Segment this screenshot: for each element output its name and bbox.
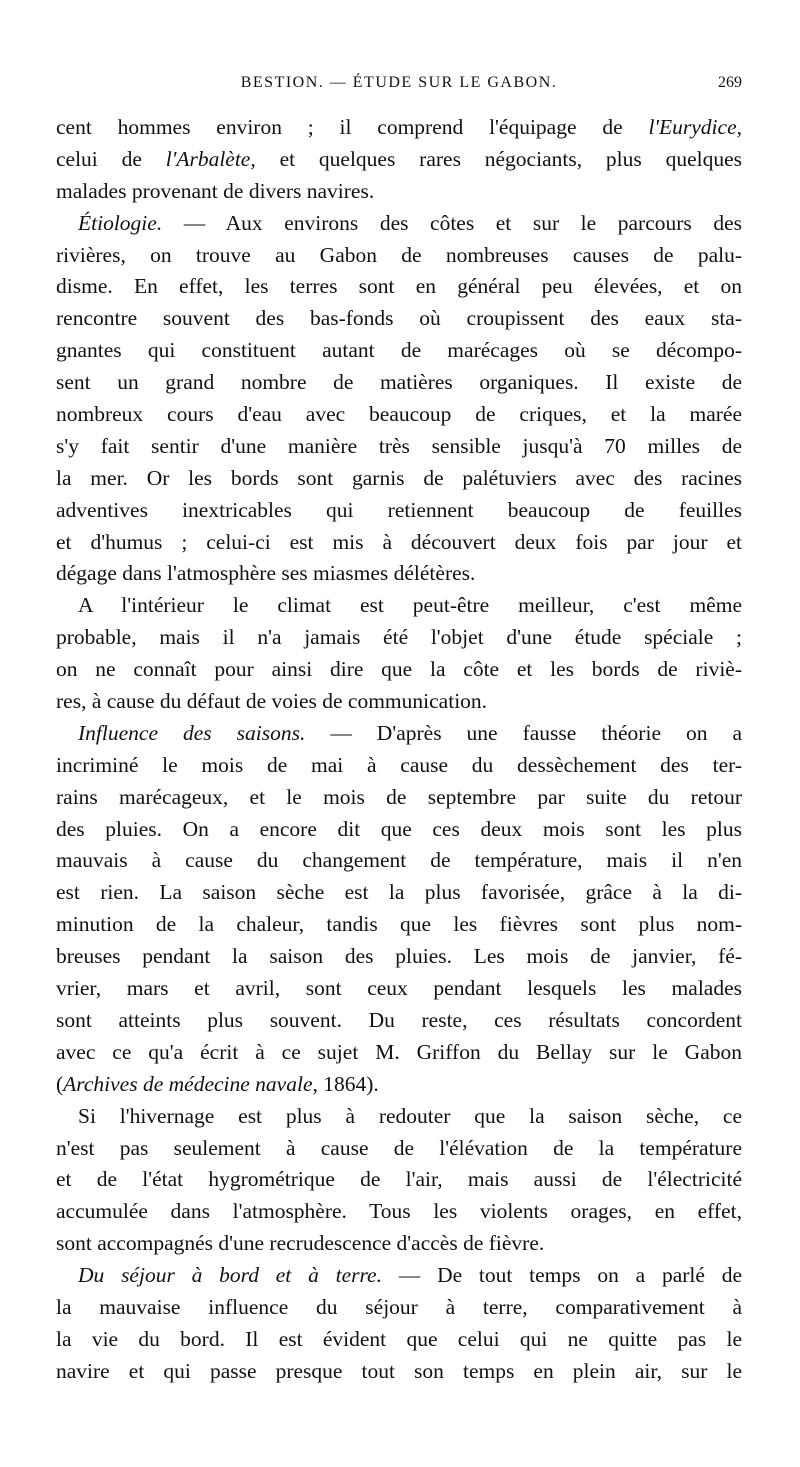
text-segment: et de l'état hygrométrique de l'air, mais aussi de l'électricité [56, 1167, 742, 1192]
text-line [56, 718, 742, 750]
text-segment: navire et qui passe presque tout son temps en plein air, sur le [56, 1358, 742, 1383]
italic-text: Étiologie. [78, 210, 163, 235]
text-segment: avec ce qu'a écrit à ce sujet M. Griffon du Bellay sur le Gabon [56, 1039, 742, 1064]
text-line [56, 1005, 742, 1037]
text-line [56, 208, 742, 240]
text-line [56, 112, 742, 144]
text-line [56, 909, 742, 941]
text-line [56, 367, 742, 399]
text-line [56, 750, 742, 782]
text-segment: rivières, on trouve au Gabon de nombreuses causes de palu- [56, 242, 742, 267]
text-segment: la vie du bord. Il est évident que celui qui ne quitte pas le [56, 1326, 742, 1351]
running-head [56, 74, 742, 98]
text-line [56, 1164, 742, 1196]
italic-text: Archives de médecine navale, [63, 1071, 318, 1096]
text-segment: rains marécageux, et le mois de septembre par suite du retour [56, 784, 742, 809]
text-segment: est rien. La saison sèche est la plus favorisée, grâce à la di- [56, 880, 742, 905]
text-line [56, 1324, 742, 1356]
text-segment: et quelques rares négociants, plus quelques [255, 146, 742, 171]
text-line [56, 1292, 742, 1324]
text-line [56, 845, 742, 877]
italic-text: Du séjour à bord et à terre. [78, 1263, 382, 1288]
text-line [56, 527, 742, 559]
body-text [56, 112, 742, 1388]
text-line [56, 463, 742, 495]
text-line [56, 814, 742, 846]
text-line [56, 973, 742, 1005]
text-line [56, 335, 742, 367]
text-segment: minution de la chaleur, tandis que les fièvres sont plus nom- [56, 912, 742, 937]
text-segment: — Aux environs des côtes et sur le parcours des [162, 210, 742, 235]
text-line [56, 622, 742, 654]
text-segment: mauvais à cause du changement de température, mais il n'en [56, 848, 742, 873]
text-line [56, 686, 742, 718]
italic-text: l'Eurydice, [648, 115, 742, 139]
italic-text: Influence des saisons. [78, 720, 306, 745]
text-line [56, 176, 742, 208]
text-line [56, 941, 742, 973]
text-line [56, 1037, 742, 1069]
text-segment: disme. En effet, les terres sont en général peu élevées, et on [56, 274, 742, 299]
text-line [56, 1101, 742, 1133]
running-title: BESTION. — ÉTUDE SUR LE GABON. [240, 74, 558, 91]
text-segment: incriminé le mois de mai à cause du dessèchement des ter- [56, 752, 742, 777]
text-segment: 1864). [317, 1071, 379, 1096]
text-line [56, 1196, 742, 1228]
text-segment: dégage dans l'atmosphère ses miasmes délétères. [56, 561, 476, 586]
page-number: 269 [718, 74, 742, 91]
text-segment: — De tout temps on a parlé de [381, 1263, 742, 1288]
text-line [56, 782, 742, 814]
text-segment: vrier, mars et avril, sont ceux pendant lesquels les malades [56, 976, 742, 1001]
text-segment: et d'humus ; celui-ci est mis à découvert deux fois par jour et [56, 529, 742, 554]
text-segment: adventives inextricables qui retiennent beaucoup de feuilles [56, 497, 742, 522]
text-segment: A l'intérieur le climat est peut-être meilleur, c'est même [78, 593, 742, 618]
text-segment: accumulée dans l'atmosphère. Tous les violents orages, en effet, [56, 1199, 742, 1224]
text-segment: n'est pas seulement à cause de l'élévation de la température [56, 1135, 742, 1160]
text-line [56, 558, 742, 590]
text-line [56, 240, 742, 272]
text-segment: sent un grand nombre de matières organiques. Il existe de [56, 370, 742, 395]
text-segment: la mauvaise influence du séjour à terre, comparativement à [56, 1294, 742, 1319]
text-segment: cent hommes environ ; il comprend l'équipage de [56, 115, 649, 139]
text-line [56, 1228, 742, 1260]
italic-text: l'Arbalète, [165, 146, 256, 171]
text-segment: nombreux cours d'eau avec beaucoup de criques, et la marée [56, 402, 742, 427]
text-line [56, 144, 742, 176]
text-line [56, 877, 742, 909]
text-segment: celui de [56, 146, 166, 171]
text-line [56, 303, 742, 335]
text-segment: des pluies. On a encore dit que ces deux mois sont les plus [56, 816, 742, 841]
text-line [56, 495, 742, 527]
text-segment: la mer. Or les bords sont garnis de palétuviers avec des racines [56, 465, 742, 490]
text-segment: sont atteints plus souvent. Du reste, ces résultats concordent [56, 1007, 742, 1032]
text-segment: res, à cause du défaut de voies de communication. [56, 689, 488, 714]
text-line [56, 271, 742, 303]
text-line [56, 399, 742, 431]
text-segment: breuses pendant la saison des pluies. Les mois de janvier, fé- [56, 944, 742, 969]
text-segment: on ne connaît pour ainsi dire que la côte et les bords de riviè- [56, 657, 742, 682]
text-segment: gnantes qui constituent autant de marécages où se décompo- [56, 338, 742, 363]
text-segment: Si l'hivernage est plus à redouter que la saison sèche, ce [78, 1103, 742, 1128]
text-segment: malades provenant de divers navires. [56, 178, 375, 203]
text-line [56, 1260, 742, 1292]
text-line [56, 431, 742, 463]
text-line [56, 1356, 742, 1388]
text-segment: rencontre souvent des bas-fonds où croupissent des eaux sta- [56, 306, 742, 331]
text-segment: sont accompagnés d'une recrudescence d'accès de fièvre. [56, 1231, 545, 1256]
text-line [56, 1133, 742, 1165]
text-segment: ( [56, 1071, 64, 1096]
text-segment: — D'après une fausse théorie on a [305, 720, 742, 745]
text-line [56, 654, 742, 686]
text-line [56, 1069, 742, 1101]
text-segment: probable, mais il n'a jamais été l'objet d'une étude spéciale ; [56, 625, 742, 650]
text-segment: s'y fait sentir d'une manière très sensible jusqu'à 70 milles de [56, 433, 742, 458]
text-line [56, 590, 742, 622]
